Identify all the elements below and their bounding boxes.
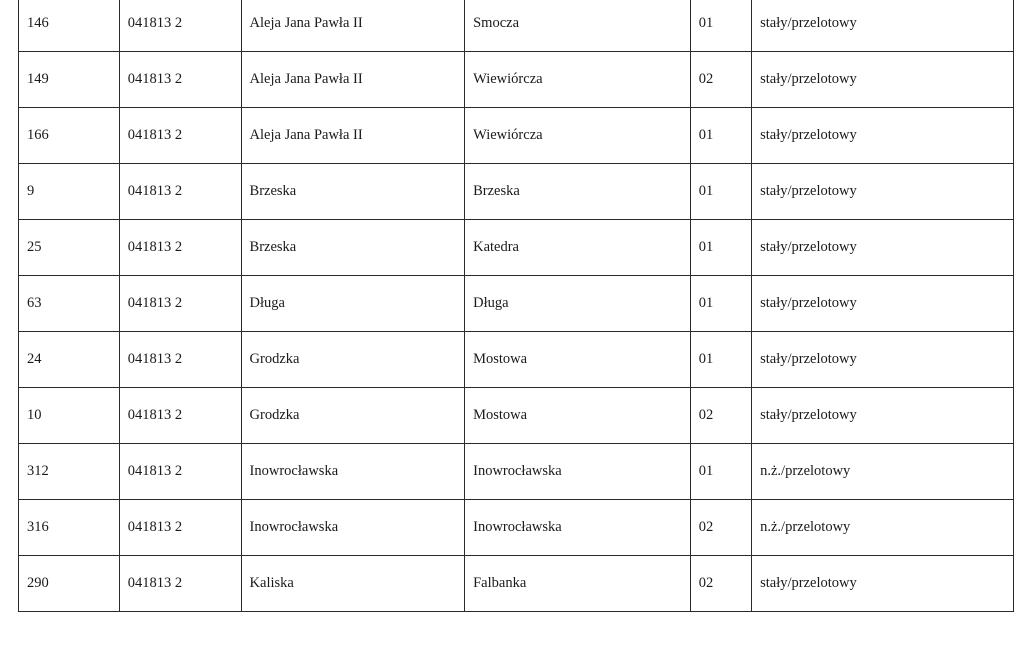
- post-number-cell: 01: [690, 276, 751, 332]
- location-code-cell: 041813 2: [119, 108, 241, 164]
- table-row: [19, 52, 1014, 108]
- location-code-cell: 041813 2: [119, 220, 241, 276]
- stop-name-cell: Długa: [465, 276, 691, 332]
- table-row: [19, 108, 1014, 164]
- table-row: [19, 276, 1014, 332]
- table-row: [19, 388, 1014, 444]
- stop-id-cell: 312: [19, 444, 120, 500]
- stop-type-cell: stały/przelotowy: [752, 388, 1014, 444]
- location-code-cell: 041813 2: [119, 164, 241, 220]
- post-number-cell: 01: [690, 220, 751, 276]
- location-code-cell: 041813 2: [119, 276, 241, 332]
- street-cell: Długa: [241, 276, 465, 332]
- street-cell: Kaliska: [241, 556, 465, 612]
- location-code-cell: 041813 2: [119, 332, 241, 388]
- street-cell: Inowrocławska: [241, 444, 465, 500]
- stop-type-cell: stały/przelotowy: [752, 52, 1014, 108]
- post-number-cell: 02: [690, 500, 751, 556]
- location-code-cell: 041813 2: [119, 388, 241, 444]
- bus-stops-table: [18, 0, 1014, 612]
- location-code-cell: 041813 2: [119, 0, 241, 52]
- stop-name-cell: Wiewiórcza: [465, 52, 691, 108]
- stop-type-cell: stały/przelotowy: [752, 556, 1014, 612]
- stop-id-cell: 9: [19, 164, 120, 220]
- post-number-cell: 02: [690, 52, 751, 108]
- street-cell: Aleja Jana Pawła II: [241, 108, 465, 164]
- stop-name-cell: Falbanka: [465, 556, 691, 612]
- stop-type-cell: stały/przelotowy: [752, 0, 1014, 52]
- stop-name-cell: Mostowa: [465, 388, 691, 444]
- stop-id-cell: 146: [19, 0, 120, 52]
- location-code-cell: 041813 2: [119, 52, 241, 108]
- stop-name-cell: Katedra: [465, 220, 691, 276]
- post-number-cell: 01: [690, 0, 751, 52]
- table-row: [19, 556, 1014, 612]
- stop-id-cell: 290: [19, 556, 120, 612]
- stop-id-cell: 316: [19, 500, 120, 556]
- street-cell: Brzeska: [241, 164, 465, 220]
- table-row: [19, 332, 1014, 388]
- table-row: [19, 0, 1014, 52]
- post-number-cell: 01: [690, 164, 751, 220]
- street-cell: Grodzka: [241, 388, 465, 444]
- location-code-cell: 041813 2: [119, 444, 241, 500]
- street-cell: Brzeska: [241, 220, 465, 276]
- table-row: [19, 220, 1014, 276]
- street-cell: Grodzka: [241, 332, 465, 388]
- stop-id-cell: 24: [19, 332, 120, 388]
- table-row: [19, 164, 1014, 220]
- location-code-cell: 041813 2: [119, 500, 241, 556]
- table-body: [19, 0, 1014, 612]
- stop-type-cell: stały/przelotowy: [752, 164, 1014, 220]
- stop-type-cell: stały/przelotowy: [752, 220, 1014, 276]
- street-cell: Inowrocławska: [241, 500, 465, 556]
- stop-type-cell: n.ż./przelotowy: [752, 444, 1014, 500]
- post-number-cell: 01: [690, 332, 751, 388]
- street-cell: Aleja Jana Pawła II: [241, 52, 465, 108]
- stop-name-cell: Mostowa: [465, 332, 691, 388]
- stop-name-cell: Wiewiórcza: [465, 108, 691, 164]
- stop-type-cell: stały/przelotowy: [752, 276, 1014, 332]
- post-number-cell: 02: [690, 388, 751, 444]
- stop-type-cell: stały/przelotowy: [752, 108, 1014, 164]
- location-code-cell: 041813 2: [119, 556, 241, 612]
- stop-type-cell: n.ż./przelotowy: [752, 500, 1014, 556]
- table-row: [19, 444, 1014, 500]
- stop-id-cell: 25: [19, 220, 120, 276]
- table-row: [19, 500, 1014, 556]
- street-cell: Aleja Jana Pawła II: [241, 0, 465, 52]
- stop-name-cell: Inowrocławska: [465, 500, 691, 556]
- post-number-cell: 01: [690, 444, 751, 500]
- post-number-cell: 02: [690, 556, 751, 612]
- post-number-cell: 01: [690, 108, 751, 164]
- stop-name-cell: Inowrocławska: [465, 444, 691, 500]
- stop-id-cell: 10: [19, 388, 120, 444]
- stop-id-cell: 149: [19, 52, 120, 108]
- stop-type-cell: stały/przelotowy: [752, 332, 1014, 388]
- stop-id-cell: 63: [19, 276, 120, 332]
- stop-name-cell: Brzeska: [465, 164, 691, 220]
- stop-name-cell: Smocza: [465, 0, 691, 52]
- stop-id-cell: 166: [19, 108, 120, 164]
